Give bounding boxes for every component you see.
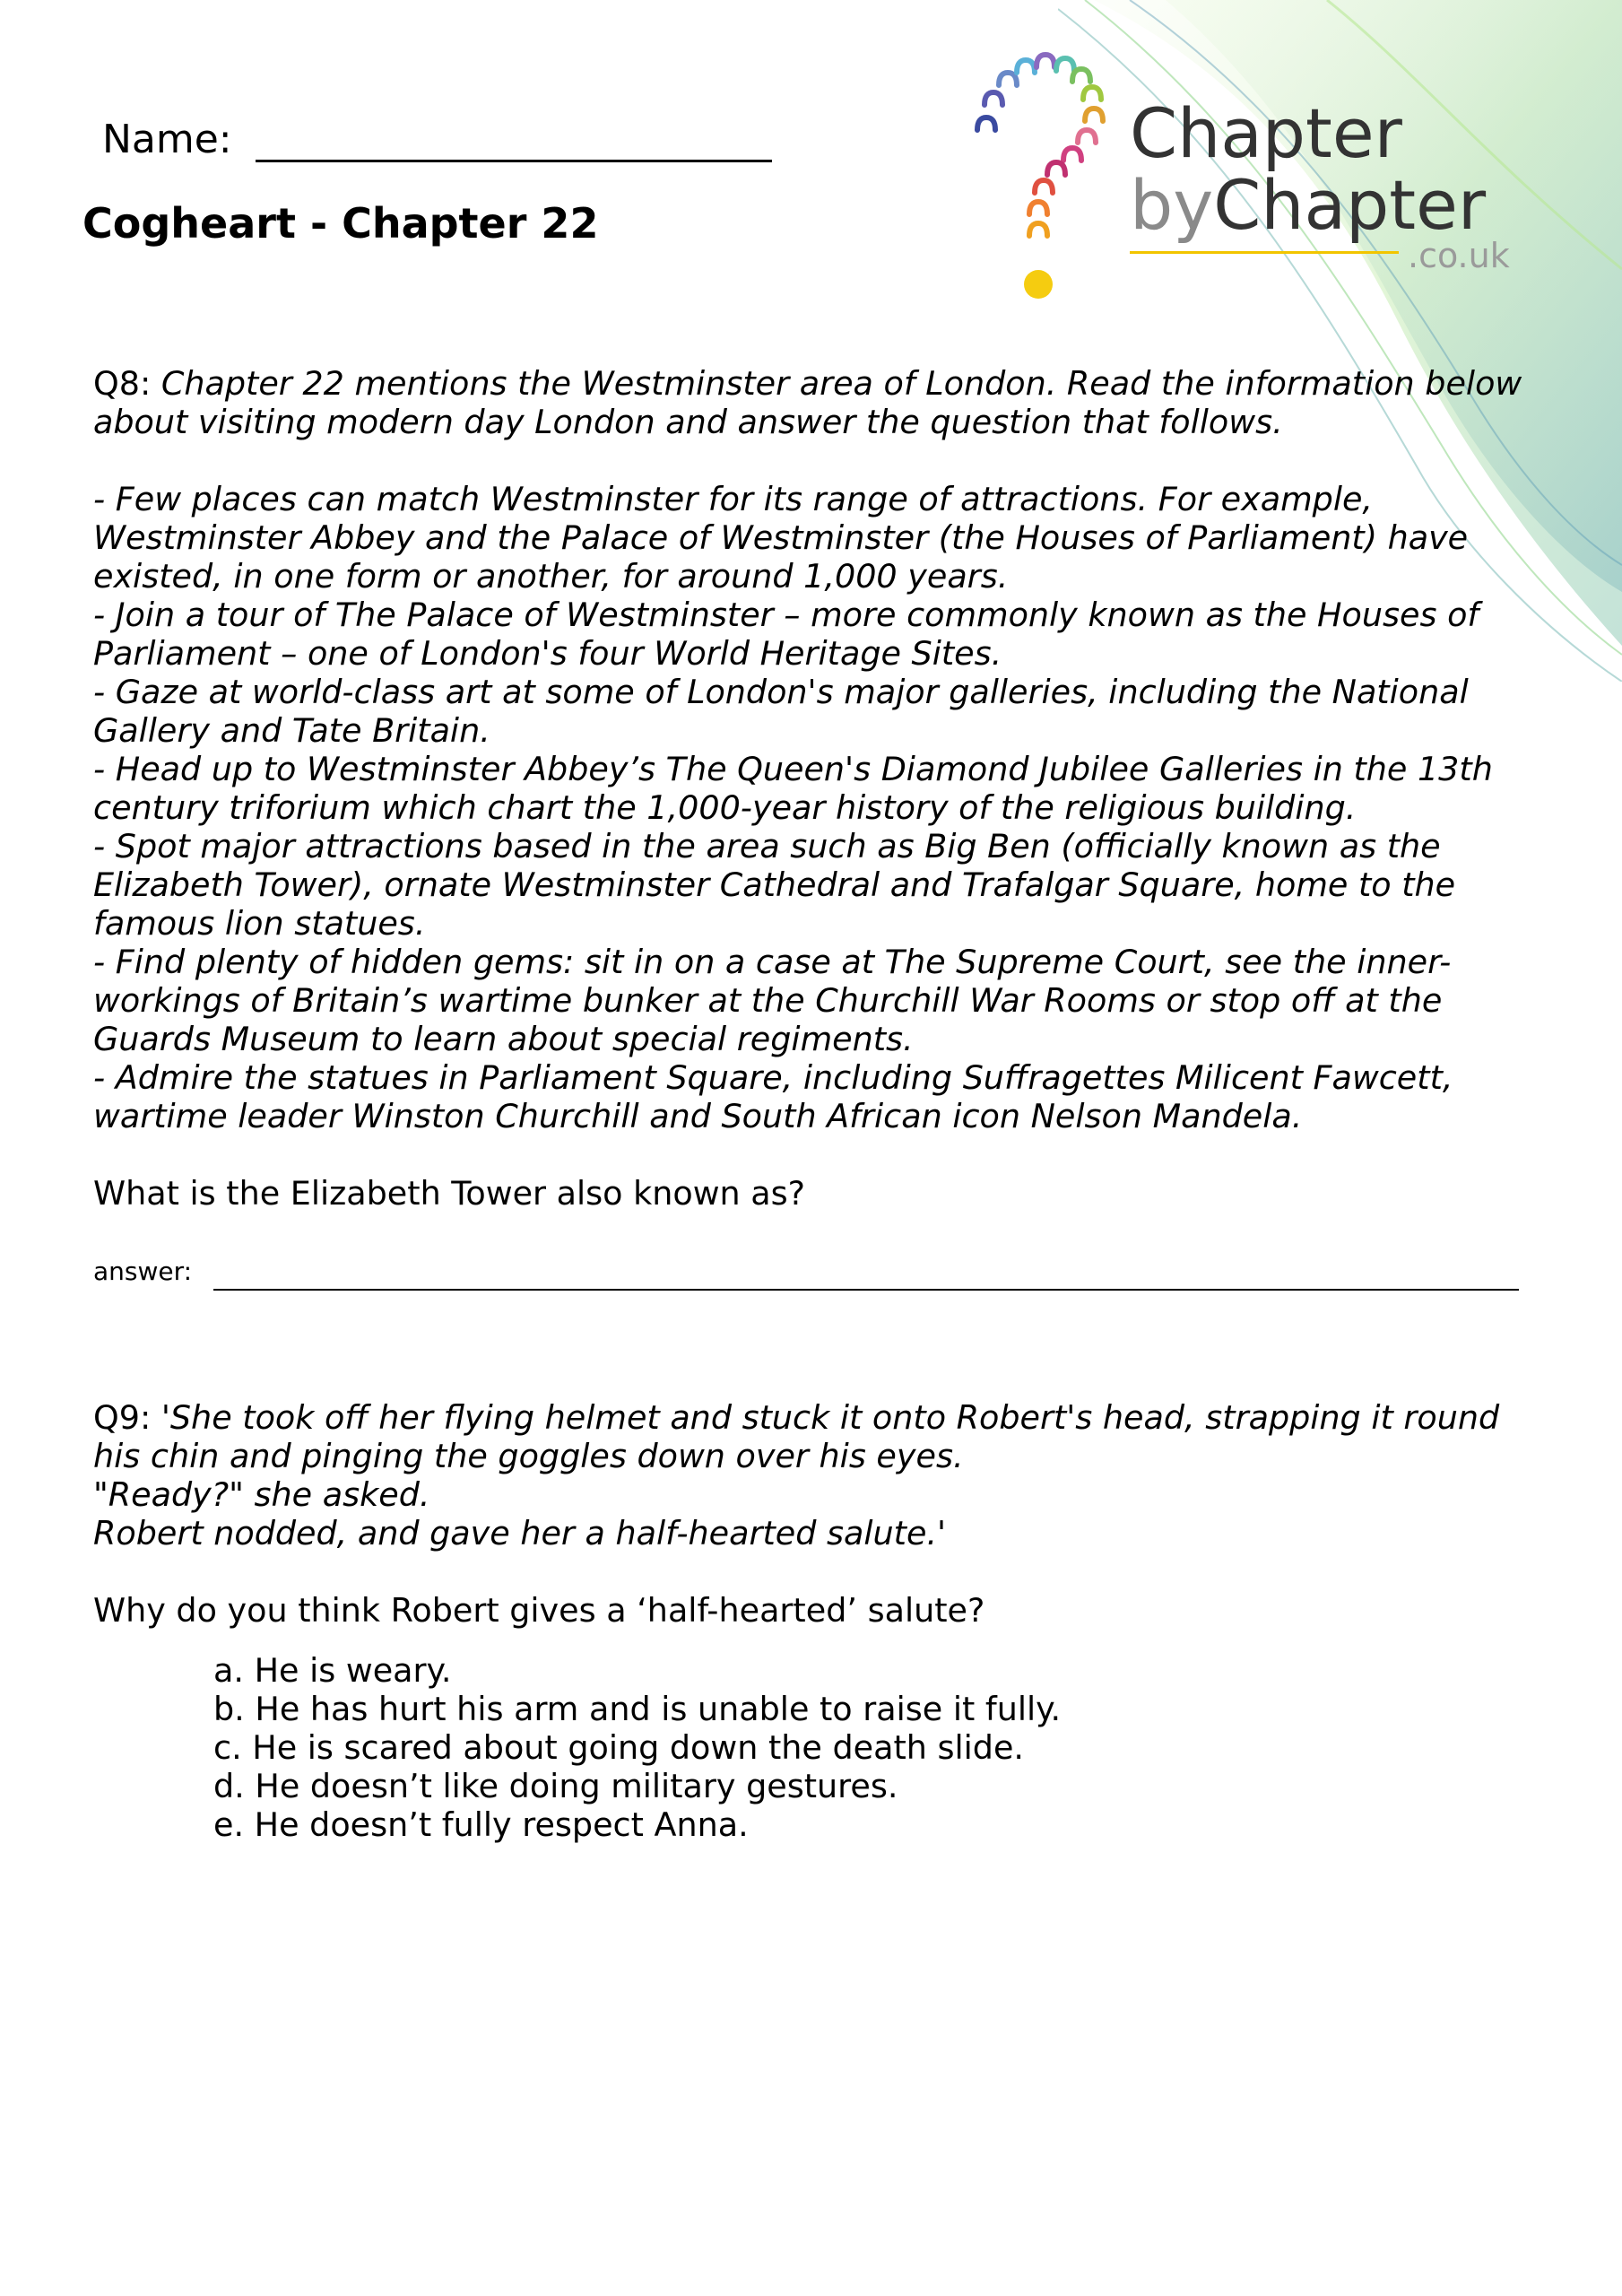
chapter-by-chapter-logo bbox=[959, 49, 1533, 318]
q9-option[interactable]: c. He is scared about going down the death slide. bbox=[213, 1728, 1025, 1767]
name-input-line[interactable] bbox=[256, 124, 772, 162]
spacer bbox=[93, 1291, 1546, 1398]
q9-quote-line: Robert nodded, and gave her a half-hearted salute.' bbox=[93, 1514, 947, 1552]
q8-question: What is the Elizabeth Tower also known as? bbox=[93, 1174, 806, 1213]
name-label: Name: bbox=[102, 117, 232, 162]
q9-question: Why do you think Robert gives a ‘half-hearted’ salute? bbox=[93, 1591, 985, 1630]
q8-bullet: - Join a tour of The Palace of Westminster – more commonly known as the Houses of Parliament – one of London's four World Heritage Sites. bbox=[93, 596, 1479, 673]
q8-intro bbox=[93, 364, 1546, 441]
q9-option[interactable]: e. He doesn’t fully respect Anna. bbox=[213, 1805, 749, 1844]
answer-label: answer: bbox=[93, 1257, 193, 1286]
q9-option[interactable]: a. He is weary. bbox=[213, 1651, 452, 1690]
q8-bullet: - Gaze at world-class art at some of London's major galleries, including the National Gallery and Tate Britain. bbox=[93, 673, 1469, 750]
q8-intro-text: Chapter 22 mentions the Westminster area of London. Read the information below about visiting modern day London and answer the question that follows. bbox=[93, 364, 1522, 441]
q9-options bbox=[93, 1651, 1546, 1844]
spacer bbox=[93, 441, 1546, 480]
logo-text-by-chapter bbox=[1130, 165, 1487, 245]
answer-input-line[interactable] bbox=[213, 1264, 1519, 1291]
q8-bullet: - Spot major attractions based in the area such as Big Ben (officially known as the Elizabeth Tower), ornate Westminster Cathedral and Trafalgar Square, home to the famous lion statues. bbox=[93, 827, 1456, 943]
worksheet-content bbox=[93, 364, 1546, 1844]
q9-quote-line: "Ready?" she asked. bbox=[93, 1475, 430, 1514]
name-field bbox=[102, 117, 772, 162]
q8-label: Q8: bbox=[93, 364, 152, 403]
logo-question-mark-icon bbox=[959, 49, 1130, 318]
spacer bbox=[93, 1552, 1546, 1591]
logo-domain: .co.uk bbox=[1408, 236, 1510, 275]
logo-text-by: by bbox=[1130, 165, 1214, 245]
q9-option[interactable]: d. He doesn’t like doing military gestures. bbox=[213, 1767, 898, 1805]
document-title: Cogheart - Chapter 22 bbox=[82, 199, 599, 248]
logo-underline bbox=[1130, 251, 1399, 254]
q9-quote-line: 'She took off her flying helmet and stuck it onto Robert's head, strapping it round his chin and pinging the goggles down over his eyes. bbox=[93, 1398, 1500, 1475]
q8-bullet: - Head up to Westminster Abbey’s The Queen's Diamond Jubilee Galleries in the 13th century triforium which chart the 1,000-year history of the religious building. bbox=[93, 750, 1493, 827]
logo-text-chapter: Chapter bbox=[1130, 93, 1402, 173]
q8-answer-row bbox=[93, 1252, 1546, 1291]
q9-label: Q9: bbox=[93, 1398, 152, 1437]
q8-bullet: - Find plenty of hidden gems: sit in on a case at The Supreme Court, see the inner-workings of Britain’s wartime bunker at the Churchill War Rooms or stop off at the Guards Museum to learn about special regiments. bbox=[93, 943, 1452, 1058]
q9-option[interactable]: b. He has hurt his arm and is unable to raise it fully. bbox=[213, 1690, 1062, 1728]
q8-bullet: - Admire the statues in Parliament Square, including Suffragettes Milicent Fawcett, wartime leader Winston Churchill and South African icon Nelson Mandela. bbox=[93, 1058, 1453, 1135]
spacer bbox=[93, 1135, 1546, 1174]
q8-bullets bbox=[93, 480, 1546, 1135]
q8-bullet: - Few places can match Westminster for its range of attractions. For example, Westminster Abbey and the Palace of Westminster (the Houses of Parliament) have existed, in one form or another, for around 1,000 years. bbox=[93, 480, 1469, 596]
q9-quote bbox=[93, 1398, 1546, 1475]
logo-text-chapter-2: Chapter bbox=[1213, 165, 1487, 245]
